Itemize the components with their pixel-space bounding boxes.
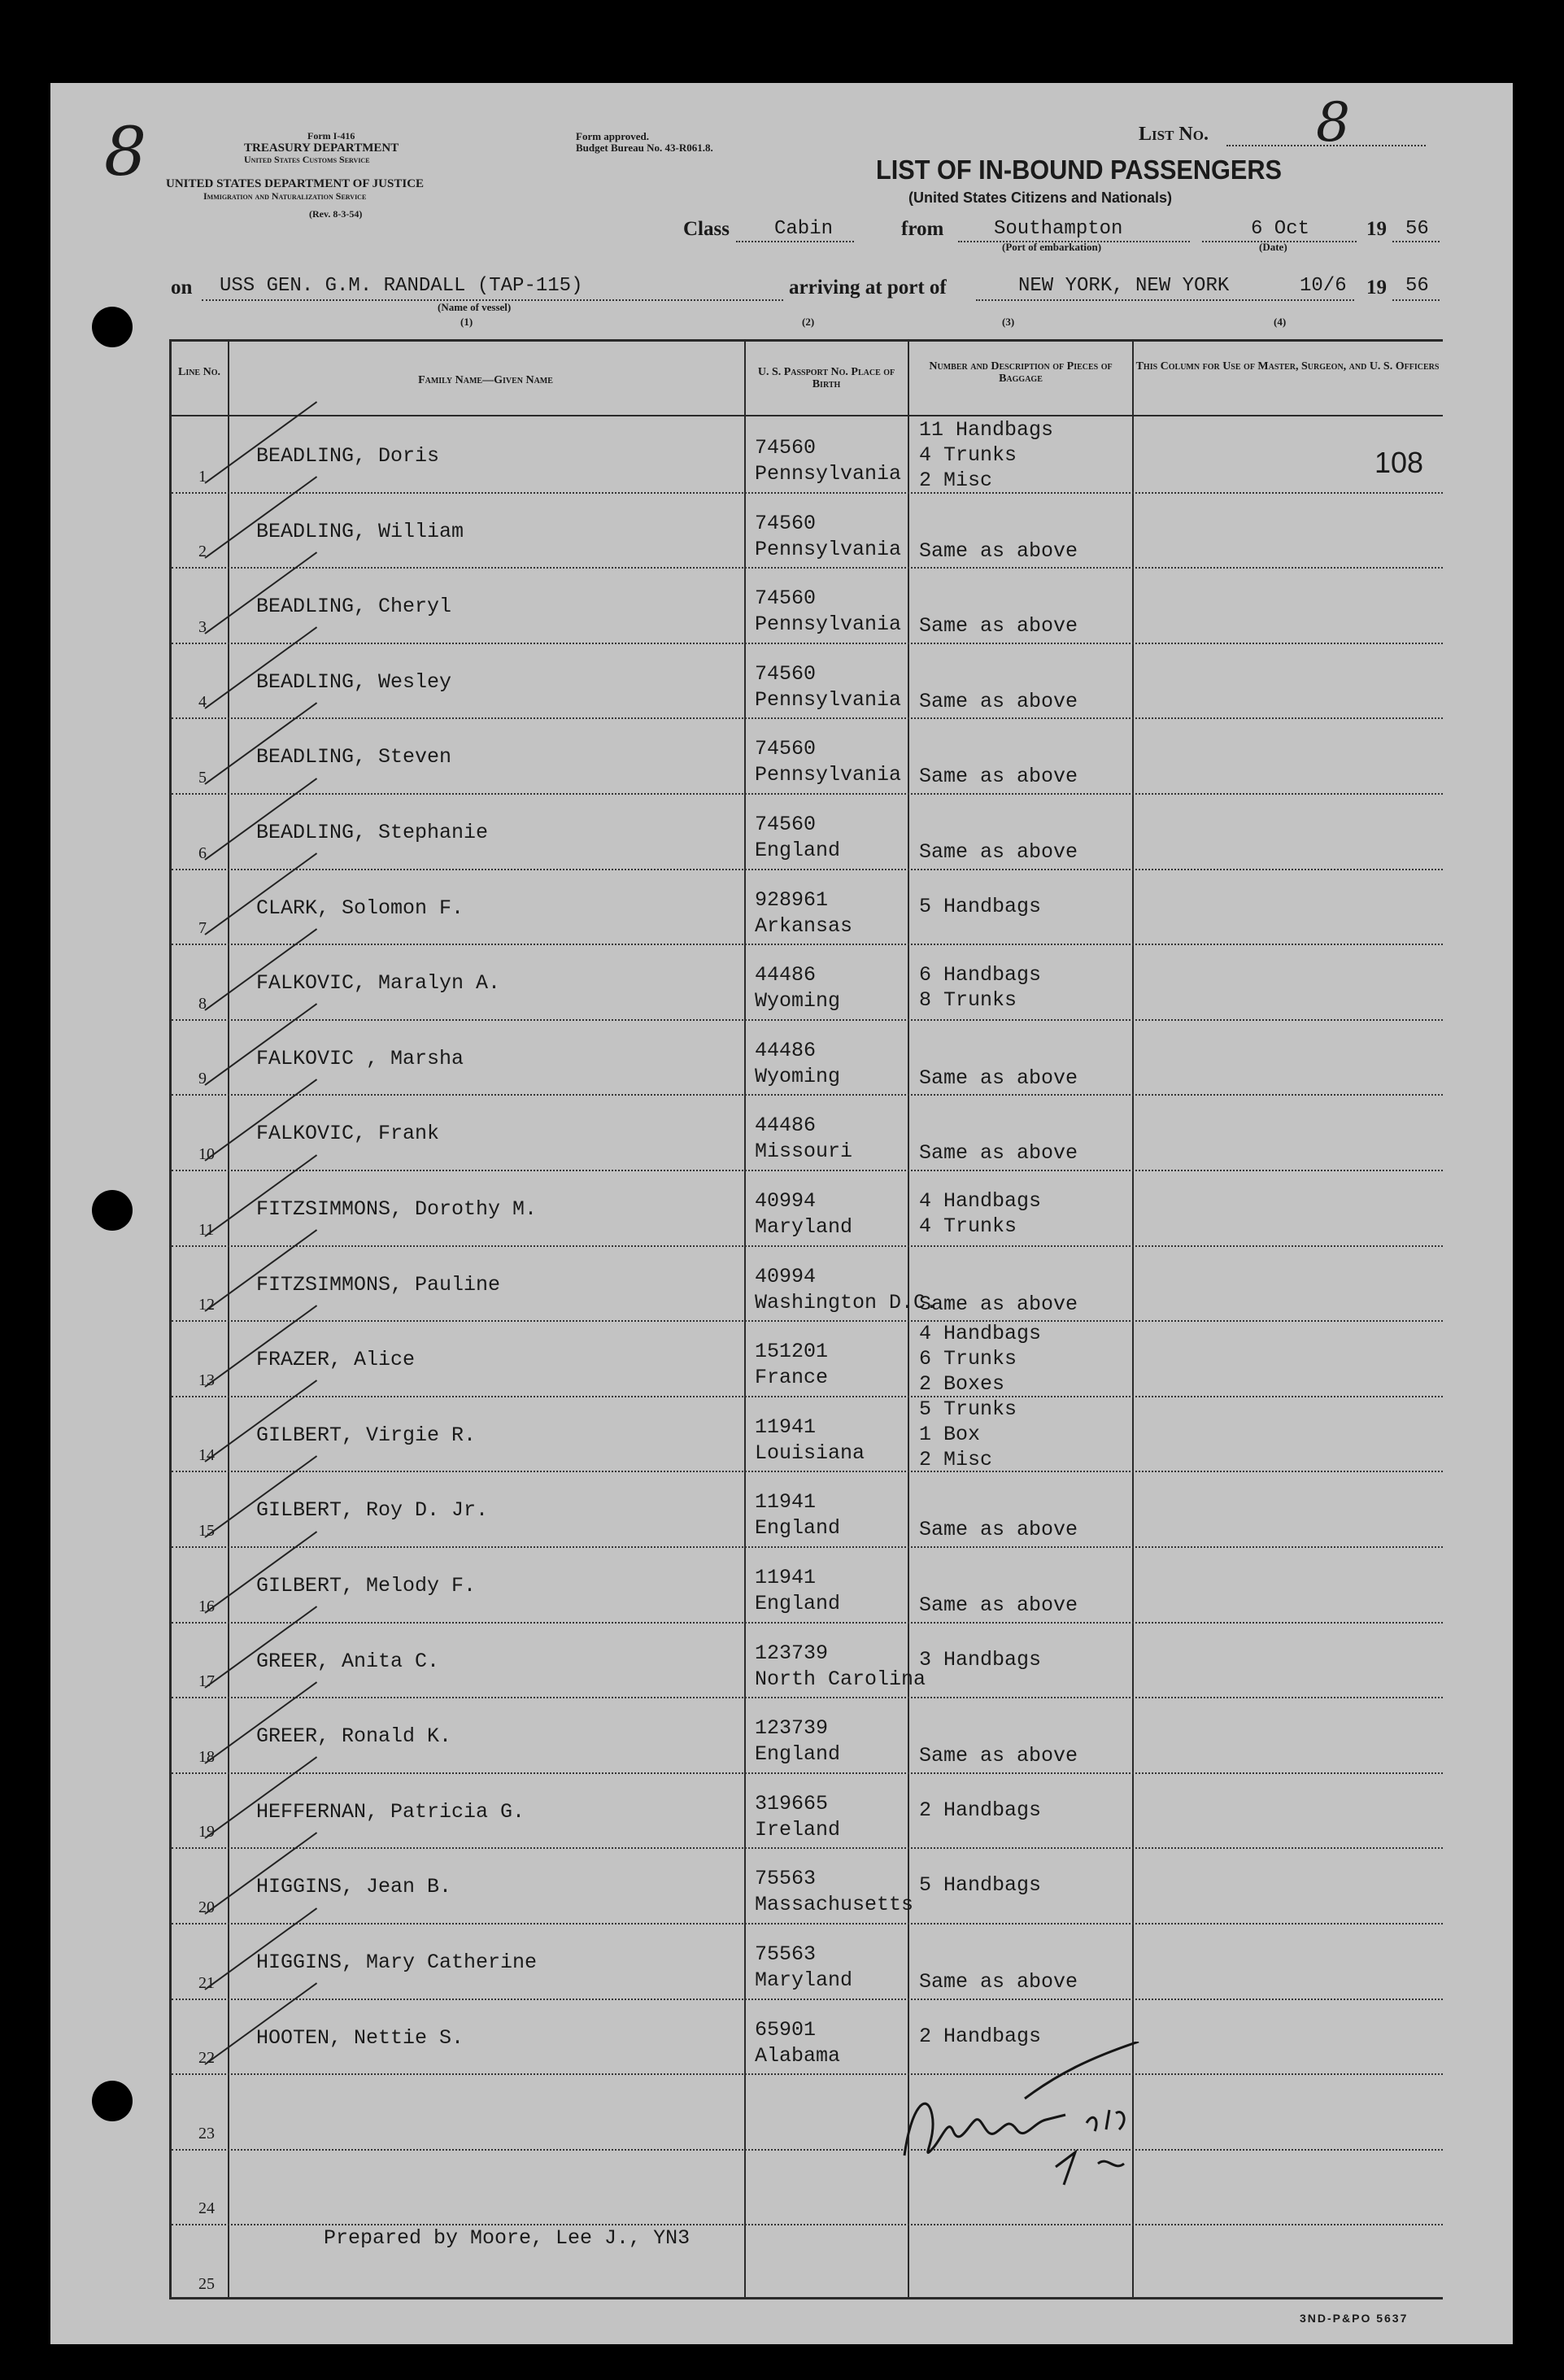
row-divider	[172, 1320, 1443, 1322]
place-of-birth: Washington D.C.	[755, 1290, 939, 1314]
baggage-item: Same as above	[919, 1593, 1078, 1617]
line-number: 19	[198, 1823, 215, 1842]
passenger-name: FRAZER, Alice	[256, 1348, 416, 1372]
baggage-item: 4 Handbags	[919, 1322, 1042, 1346]
baggage-item: 5 Handbags	[919, 894, 1042, 918]
baggage-item: Same as above	[919, 614, 1078, 639]
place-of-birth: Wyoming	[755, 1064, 841, 1088]
row-divider	[172, 1772, 1443, 1774]
place-of-birth: Ireland	[755, 1817, 841, 1842]
col-divider-baggage	[1132, 339, 1134, 2299]
row-divider	[172, 1697, 1443, 1698]
header-line-no: Line No.	[177, 366, 220, 378]
document-subtitle: (United States Citizens and Nationals)	[908, 190, 1173, 206]
date-value: 6 Oct	[1251, 218, 1310, 240]
passenger-name: HOOTEN, Nettie S.	[256, 2025, 464, 2050]
arrival-year-line	[1392, 299, 1440, 301]
baggage-item: Same as above	[919, 840, 1078, 864]
row-divider	[172, 1170, 1443, 1171]
passenger-name: GILBERT, Roy D. Jr.	[256, 1498, 489, 1523]
row-divider	[172, 1019, 1443, 1021]
passenger-name: FITZSIMMONS, Dorothy M.	[256, 1197, 538, 1221]
passport-number: 74560	[755, 661, 817, 686]
passport-number: 151201	[755, 1340, 829, 1364]
line-number: 14	[198, 1446, 215, 1465]
place-of-birth: Pennsylvania	[755, 537, 902, 561]
place-of-birth: England	[755, 1516, 841, 1541]
passport-number: 74560	[755, 511, 817, 535]
header-passport: U. S. Passport No. Place of Birth	[757, 366, 895, 390]
row-divider	[172, 2149, 1443, 2151]
passenger-name: BEADLING, Wesley	[256, 669, 452, 694]
passport-number: 74560	[755, 436, 817, 460]
from-label: from	[901, 218, 944, 240]
place-of-birth: Massachusetts	[755, 1893, 914, 1917]
baggage-item: Same as above	[919, 1141, 1078, 1166]
row-divider	[172, 944, 1443, 945]
row-divider	[172, 793, 1443, 795]
passport-number: 11941	[755, 1414, 817, 1439]
row-divider	[172, 567, 1443, 569]
passenger-name: BEADLING, Steven	[256, 745, 452, 769]
line-number: 22	[198, 2049, 215, 2068]
baggage-item: Same as above	[919, 689, 1078, 713]
baggage-item: Same as above	[919, 1518, 1078, 1542]
class-line	[736, 241, 854, 242]
passport-number: 44486	[755, 1038, 817, 1062]
document-title: LIST OF IN-BOUND PASSENGERS	[876, 155, 1283, 185]
place-of-birth: Pennsylvania	[755, 763, 902, 787]
passport-number: 74560	[755, 737, 817, 761]
handwritten-page-number: 8	[104, 114, 147, 191]
line-number: 11	[198, 1220, 215, 1239]
col-divider-passport	[908, 339, 909, 2299]
place-of-birth: Pennsylvania	[755, 462, 902, 486]
line-number: 1	[198, 467, 207, 486]
class-label: Class	[683, 218, 730, 240]
line-number: 10	[198, 1145, 215, 1163]
passport-number: 928961	[755, 887, 829, 912]
binder-hole-bottom	[92, 2081, 133, 2121]
justice-department: UNITED STATES DEPARTMENT OF JUSTICE	[166, 177, 425, 190]
row-divider	[172, 1847, 1443, 1849]
class-value: Cabin	[774, 218, 834, 240]
signature-scrawl	[895, 2042, 1187, 2188]
passport-number: 75563	[755, 1942, 817, 1966]
passenger-name: GILBERT, Virgie R.	[256, 1423, 477, 1447]
passenger-name: FALKOVIC, Maralyn A.	[256, 971, 501, 996]
passenger-name: HIGGINS, Jean B.	[256, 1875, 452, 1899]
passenger-name: BEADLING, Stephanie	[256, 821, 489, 844]
baggage-item: Same as above	[919, 1292, 1078, 1316]
arrival-year: 56	[1405, 275, 1429, 297]
column-marker-3: (3)	[1002, 316, 1015, 328]
passenger-name: CLARK, Solomon F.	[256, 896, 464, 920]
passenger-name: GREER, Ronald K.	[256, 1724, 452, 1749]
binder-hole-middle	[92, 1190, 133, 1231]
place-of-birth: Pennsylvania	[755, 612, 902, 637]
table-top-border	[169, 339, 1443, 342]
on-label: on	[171, 277, 193, 299]
table-bottom-border	[169, 2297, 1443, 2299]
budget-bureau: Budget Bureau No. 43-R061.8.	[576, 142, 713, 154]
place-of-birth: Louisiana	[755, 1441, 865, 1465]
line-number: 23	[198, 2124, 215, 2142]
line-number: 7	[198, 919, 207, 938]
arrival-year-prefix: 19	[1366, 277, 1387, 299]
passenger-name: GILBERT, Melody F.	[256, 1574, 477, 1598]
officer-note: 108	[1374, 446, 1424, 479]
row-divider	[172, 717, 1443, 719]
passenger-name: HIGGINS, Mary Catherine	[256, 1951, 538, 1974]
customs-service: United States Customs Service	[244, 154, 370, 165]
baggage-item: 6 Handbags	[919, 963, 1042, 987]
footer-code: 3ND-P&PO 5637	[1300, 2312, 1409, 2325]
passport-number: 44486	[755, 1114, 817, 1138]
baggage-item: Same as above	[919, 1066, 1078, 1090]
line-number: 15	[198, 1522, 215, 1540]
form-approved: Form approved.	[576, 130, 650, 142]
line-number: 3	[198, 617, 207, 636]
revision: (Rev. 8-3-54)	[309, 208, 363, 220]
passenger-name: GREER, Anita C.	[256, 1649, 440, 1673]
arriving-label: arriving at port of	[789, 277, 947, 299]
passport-number: 11941	[755, 1490, 817, 1515]
place-of-birth: Alabama	[755, 2043, 841, 2068]
place-of-birth: England	[755, 1592, 841, 1615]
baggage-item: 5 Handbags	[919, 1873, 1042, 1898]
line-number: 17	[198, 1672, 215, 1691]
baggage-item: 2 Misc	[919, 469, 993, 492]
baggage-item: 4 Trunks	[919, 443, 1017, 467]
line-number: 9	[198, 1070, 207, 1088]
row-divider	[172, 1546, 1443, 1548]
row-divider	[172, 1396, 1443, 1397]
passport-number: 44486	[755, 963, 817, 987]
place-of-birth: Arkansas	[755, 913, 853, 938]
port-line	[976, 299, 1354, 301]
baggage-item: Same as above	[919, 1744, 1078, 1768]
baggage-item: 2 Handbags	[919, 2024, 1042, 2048]
line-number: 12	[198, 1296, 215, 1314]
date-year-line	[1392, 241, 1440, 242]
baggage-item: 2 Handbags	[919, 1798, 1042, 1822]
line-number: 21	[198, 1973, 215, 1992]
passport-number: 11941	[755, 1566, 817, 1589]
binder-hole-top	[92, 307, 133, 347]
line-number: 8	[198, 994, 207, 1013]
row-divider	[172, 1622, 1443, 1624]
date-year-prefix: 19	[1366, 218, 1387, 240]
baggage-item: 4 Handbags	[919, 1189, 1042, 1213]
list-no-label: List No.	[1139, 124, 1209, 145]
baggage-item: Same as above	[919, 765, 1078, 789]
column-marker-1: (1)	[460, 316, 473, 328]
passport-number: 65901	[755, 2017, 817, 2042]
passenger-name: FALKOVIC , Marsha	[256, 1046, 464, 1070]
line-number: 5	[198, 769, 207, 787]
line-number: 16	[198, 1597, 215, 1615]
row-divider	[172, 492, 1443, 494]
header-bottom-line	[169, 415, 1443, 416]
row-divider	[172, 869, 1443, 870]
line-number: 2	[198, 543, 207, 561]
line-number: 18	[198, 1747, 215, 1766]
immigration-service: Immigration and Naturalization Service	[203, 190, 367, 202]
header-family-name: Family Name—Given Name	[418, 374, 553, 386]
place-of-birth: Pennsylvania	[755, 687, 902, 712]
passport-number: 123739	[755, 1641, 829, 1665]
date-caption: (Date)	[1259, 241, 1287, 253]
passport-number: 123739	[755, 1716, 829, 1741]
treasury-department: TREASURY DEPARTMENT	[244, 142, 399, 155]
signature	[895, 2042, 1187, 2188]
row-divider	[172, 1471, 1443, 1472]
baggage-item: 6 Trunks	[919, 1347, 1017, 1371]
place-of-birth: North Carolina	[755, 1667, 926, 1691]
passport-number: 40994	[755, 1264, 817, 1288]
column-marker-4: (4)	[1274, 316, 1287, 328]
row-divider	[172, 643, 1443, 644]
line-number: 6	[198, 843, 207, 862]
header-officers: This Column for Use of Master, Surgeon, and U. S. Officers	[1135, 360, 1440, 373]
passport-number: 74560	[755, 586, 817, 611]
baggage-item: 5 Trunks	[919, 1397, 1017, 1421]
row-divider	[172, 2073, 1443, 2075]
baggage-item: 4 Trunks	[919, 1214, 1017, 1238]
passport-number: 40994	[755, 1189, 817, 1213]
baggage-item: 3 Handbags	[919, 1647, 1042, 1672]
col-divider-line	[228, 339, 229, 2299]
header-baggage: Number and Description of Pieces of Baggage	[929, 360, 1113, 385]
from-value: Southampton	[994, 218, 1123, 240]
passenger-name: FITZSIMMONS, Pauline	[256, 1272, 501, 1297]
passenger-name: BEADLING, Doris	[256, 444, 440, 468]
table-left-border	[169, 339, 172, 2299]
baggage-item: 2 Misc	[919, 1447, 993, 1471]
line-number: 13	[198, 1371, 215, 1389]
place-of-birth: Missouri	[755, 1140, 853, 1164]
baggage-item: 2 Boxes	[919, 1372, 1005, 1397]
place-of-birth: Maryland	[755, 1215, 853, 1239]
passenger-name: FALKOVIC, Frank	[256, 1122, 440, 1146]
baggage-item: Same as above	[919, 1970, 1078, 1994]
column-marker-2: (2)	[802, 316, 815, 328]
baggage-item: 11 Handbags	[919, 418, 1054, 442]
line-number: 4	[198, 693, 207, 712]
passport-number: 75563	[755, 1867, 817, 1891]
passport-number: 319665	[755, 1791, 829, 1816]
arrival-date: 10/6	[1300, 275, 1347, 297]
place-of-birth: England	[755, 1742, 841, 1767]
line-number: 20	[198, 1898, 215, 1916]
place-of-birth: France	[755, 1366, 829, 1390]
line-number: 24	[198, 2199, 215, 2218]
vessel-caption: (Name of vessel)	[438, 301, 512, 313]
form-id: Form I-416	[307, 130, 355, 142]
place-of-birth: Wyoming	[755, 989, 841, 1013]
line-number: 25	[198, 2275, 215, 2293]
passport-number: 74560	[755, 813, 817, 836]
list-no-value: 8	[1316, 91, 1350, 154]
baggage-item: 8 Trunks	[919, 988, 1017, 1013]
baggage-item: Same as above	[919, 538, 1078, 563]
row-divider	[172, 1094, 1443, 1096]
arrival-port: NEW YORK, NEW YORK	[1018, 275, 1230, 297]
baggage-item: 1 Box	[919, 1422, 981, 1446]
row-divider	[172, 1245, 1443, 1247]
prepared-by: Prepared by Moore, Lee J., YN3	[324, 2226, 691, 2250]
passenger-name: BEADLING, Cheryl	[256, 595, 452, 619]
col-divider-name	[744, 339, 746, 2299]
port-caption: (Port of embarkation)	[1002, 241, 1102, 253]
vessel-name: USS GEN. G.M. RANDALL (TAP-115)	[220, 275, 583, 297]
place-of-birth: England	[755, 839, 841, 862]
place-of-birth: Maryland	[755, 1968, 853, 1992]
row-divider	[172, 1923, 1443, 1924]
date-year: 56	[1405, 218, 1429, 240]
passenger-name: HEFFERNAN, Patricia G.	[256, 1799, 525, 1824]
passenger-name: BEADLING, William	[256, 519, 464, 543]
row-divider	[172, 1999, 1443, 2000]
